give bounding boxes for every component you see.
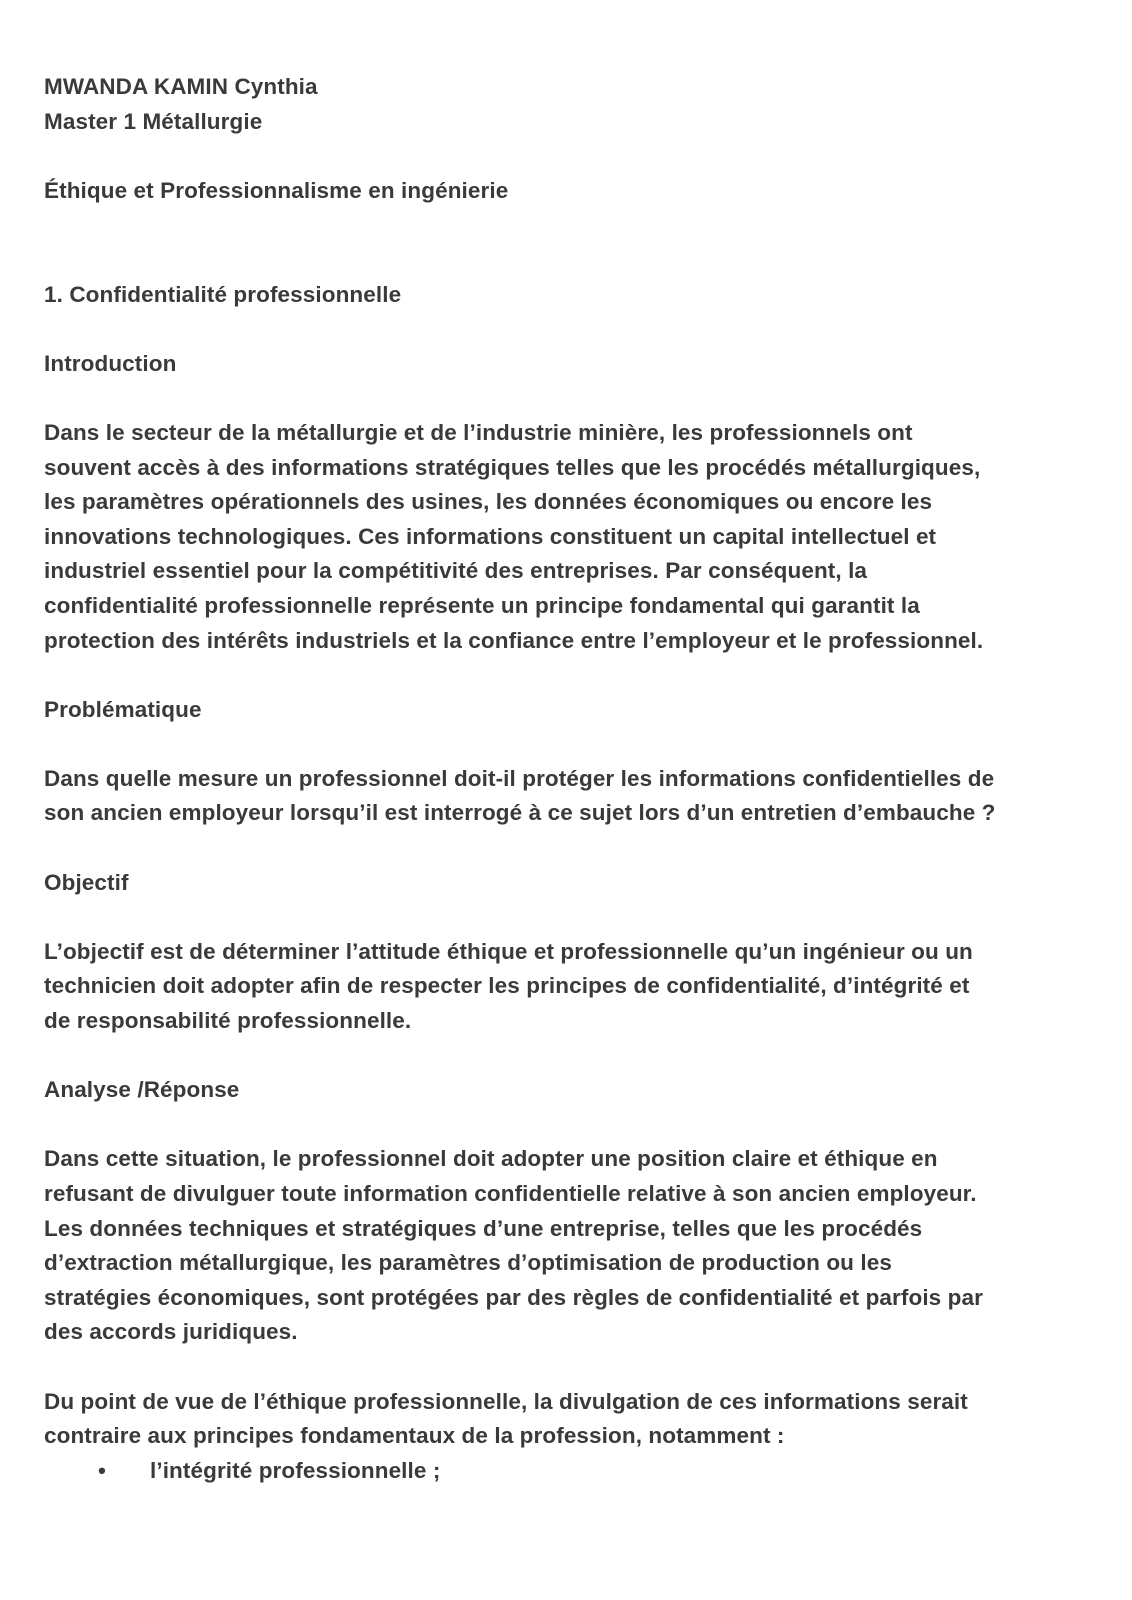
paragraph-line: les paramètres opérationnels des usines, les données économiques ou encore les: [44, 489, 933, 515]
introduction-paragraph: [44, 416, 1084, 658]
paragraph-line: Du point de vue de l’éthique professionnelle, la divulgation de ces informations serait: [44, 1388, 968, 1414]
introduction-heading: Introduction: [44, 350, 177, 376]
program-name: Master 1 Métallurgie: [44, 108, 263, 134]
spacer: [44, 727, 1084, 762]
paragraph-line: Les données techniques et stratégiques d’une entreprise, telles que les procédés: [44, 1215, 923, 1241]
spacer: [44, 1350, 1084, 1385]
spacer: [44, 1108, 1084, 1143]
paragraph-line: Dans quelle mesure un professionnel doit-il protéger les informations confidentielles de: [44, 765, 995, 791]
spacer: [44, 139, 1084, 174]
paragraph-line: L’objectif est de déterminer l’attitude éthique et professionnelle qu’un ingénieur ou un: [44, 938, 973, 964]
bullet-list: [44, 1454, 1084, 1489]
paragraph-line: industriel essentiel pour la compétitivité des entreprises. Par conséquent, la: [44, 558, 868, 584]
paragraph-line: son ancien employeur lorsqu’il est interrogé à ce sujet lors d’un entretien d’embauche ?: [44, 800, 996, 826]
document-page: [44, 70, 1084, 1488]
spacer: [44, 831, 1084, 866]
paragraph-line: stratégies économiques, sont protégées par des règles de confidentialité et parfois par: [44, 1284, 983, 1310]
spacer: [44, 900, 1084, 935]
paragraph-line: souvent accès à des informations stratégiques telles que les procédés métallurgiques,: [44, 454, 981, 480]
spacer: [44, 381, 1084, 416]
objectif-paragraph: [44, 935, 1084, 1039]
paragraph-line: refusant de divulguer toute information confidentielle relative à son ancien employeur.: [44, 1181, 977, 1206]
paragraph-line: des accords juridiques.: [44, 1319, 298, 1345]
analyse-heading: Analyse /Réponse: [44, 1077, 240, 1103]
objectif-heading: Objectif: [44, 869, 129, 895]
paragraph-line: d’extraction métallurgique, les paramètres d’optimisation de production ou les: [44, 1250, 892, 1276]
spacer: [44, 1039, 1084, 1074]
section-title: 1. Confidentialité professionnelle: [44, 281, 402, 307]
spacer: [44, 208, 1084, 243]
paragraph-line: protection des intérêts industriels et la confiance entre l’employeur et le professionnel.: [44, 627, 984, 653]
analyse-paragraph-1: [44, 1142, 1084, 1350]
problematique-heading: Problématique: [44, 696, 202, 722]
paragraph-line: contraire aux principes fondamentaux de la profession, notamment :: [44, 1423, 785, 1449]
author-name: MWANDA KAMIN Cynthia: [44, 74, 318, 99]
paragraph-line: Dans cette situation, le professionnel doit adopter une position claire et éthique en: [44, 1146, 938, 1172]
paragraph-line: Dans le secteur de la métallurgie et de l’industrie minière, les professionnels ont: [44, 419, 913, 445]
problematique-paragraph: [44, 762, 1084, 831]
list-item: [44, 1454, 1084, 1489]
paragraph-line: confidentialité professionnelle représente un principe fondamental qui garantit la: [44, 592, 920, 618]
bullet-icon: •: [98, 1457, 106, 1483]
spacer: [44, 658, 1084, 693]
list-item-text: l’intégrité professionnelle ;: [150, 1457, 441, 1483]
paragraph-line: technicien doit adopter afin de respecter les principes de confidentialité, d’intégrité et: [44, 973, 970, 999]
analyse-paragraph-2: [44, 1385, 1084, 1454]
paragraph-line: innovations technologiques. Ces informations constituent un capital intellectuel et: [44, 523, 937, 549]
paragraph-line: de responsabilité professionnelle.: [44, 1008, 412, 1034]
spacer: [44, 243, 1084, 278]
course-title: Éthique et Professionnalisme en ingénierie: [44, 177, 509, 203]
spacer: [44, 312, 1084, 347]
